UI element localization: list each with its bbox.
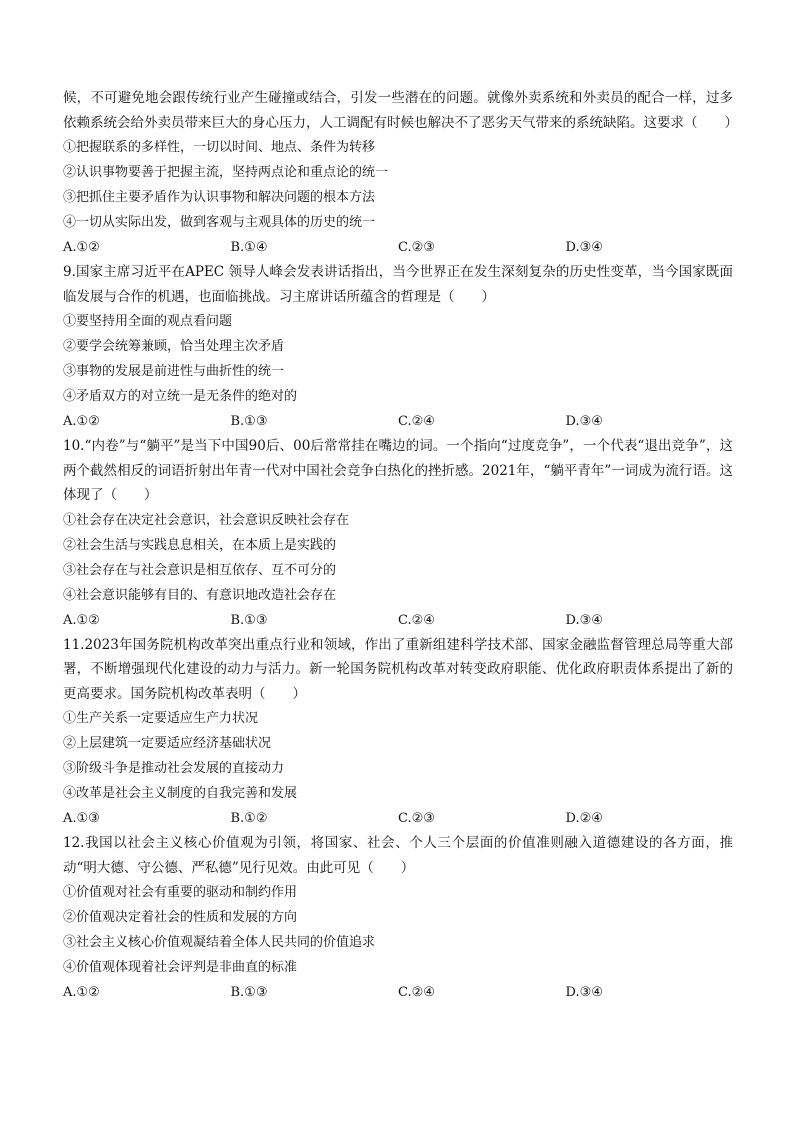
question-10-options — [63, 608, 733, 633]
question-10-statement-3: ③社会存在与社会意识是相互依存、互不可分的 — [63, 562, 337, 578]
question-12-option-b[interactable]: B.①③ — [230, 985, 268, 1000]
question-8-statement-1: ①把握联系的多样性，一切以时间、地点、条件为转移 — [63, 140, 376, 155]
question-11-stem: 11.2023年国务院机构改革突出重点行业和领域，作出了重新组建科学技术部、国家金融监督管理总局等重大部署，不断增强现代化建设的动力与活力。新一轮国务院机构改革对转变政府职能、优化政府职责体系提出了新的更高要求。国务院机构改革表明（ ） — [63, 636, 733, 702]
question-11-option-a[interactable]: A.①③ — [63, 811, 100, 826]
question-9-options — [63, 409, 733, 434]
question-11-options — [63, 806, 733, 831]
question-9-option-d[interactable]: D.③④ — [565, 414, 603, 429]
question-10-statement-1: ①社会存在决定社会意识，社会意识反映社会存在 — [63, 512, 350, 528]
question-8-option-b[interactable]: B.①④ — [230, 240, 268, 255]
question-10-option-c[interactable]: C.②④ — [398, 612, 435, 628]
question-12 — [63, 831, 733, 1005]
question-9-stem: 9.国家主席习近平在APEC 领导人峰会发表讲话指出，当今世界正在发生深刻复杂的历史性变革，当今国家既面临发展与合作的机遇，也面临挑战。习主席讲话所蕴含的哲理是（ ） — [63, 264, 733, 305]
question-8-option-d[interactable]: D.③④ — [565, 240, 603, 255]
question-10-option-b[interactable]: B.①③ — [230, 612, 268, 628]
question-8-stem: 候，不可避免地会跟传统行业产生碰撞或结合，引发一些潜在的问题。就像外卖系统和外卖员的配合一样，过多依赖系统会给外卖员带来巨大的身心压力，人工调配有时候也解决不了恶劣天气带来的系统缺陷。这要求（ ） — [63, 90, 738, 131]
question-11 — [63, 633, 733, 832]
question-8 — [63, 86, 738, 260]
question-8-option-a[interactable]: A.①② — [63, 240, 100, 255]
question-11-statement-1: ①生产关系一定要适应生产力状况 — [63, 711, 259, 726]
question-9-option-b[interactable]: B.①③ — [230, 414, 268, 429]
question-10-stem: 10.“内卷”与“躺平”是当下中国90后、00后常常挂在嘴边的词。一个指向“过度竞争”，一个代表“退出竞争”，这两个截然相反的词语折射出年青一代对中国社会竞争白热化的挫折感。2021年，“躺平青年”一词成为流行语。这体现了（ ） — [63, 438, 733, 503]
question-8-statement-2: ②认识事物要善于把握主流，坚持两点论和重点论的统一 — [63, 165, 389, 180]
question-11-option-d[interactable]: D.②④ — [565, 811, 603, 826]
question-11-statement-3: ③阶级斗争是推动社会发展的直接动力 — [63, 761, 285, 776]
question-8-options — [63, 235, 733, 260]
question-10 — [63, 434, 733, 633]
question-11-option-b[interactable]: B.①② — [230, 811, 268, 826]
question-11-statement-2: ②上层建筑一定要适应经济基础状况 — [63, 736, 272, 751]
question-10-statement-4: ④社会意识能够有目的、有意识地改造社会存在 — [63, 587, 337, 603]
question-11-option-c[interactable]: C.②③ — [398, 811, 435, 826]
question-9-option-c[interactable]: C.②④ — [398, 414, 435, 429]
question-12-stem: 12.我国以社会主义核心价值观为引领，将国家、社会、个人三个层面的价值准则融入道德建设的各方面，推动“明大德、守公德、严私德”见行见效。由此可见（ ） — [63, 835, 733, 876]
question-9-statement-4: ④矛盾双方的对立统一是无条件的绝对的 — [63, 389, 298, 404]
exam-page — [63, 86, 738, 1005]
question-8-statement-3: ③把抓住主要矛盾作为认识事物和解决问题的根本方法 — [63, 190, 376, 205]
question-10-statement-2: ②社会生活与实践息息相关，在本质上是实践的 — [63, 537, 337, 553]
question-8-option-c[interactable]: C.②③ — [398, 240, 435, 255]
question-12-statement-4: ④价值观体现着社会评判是非曲直的标准 — [63, 960, 298, 975]
question-11-statement-4: ④改革是社会主义制度的自我完善和发展 — [63, 786, 298, 801]
question-10-option-d[interactable]: D.③④ — [565, 612, 603, 628]
question-12-option-c[interactable]: C.②④ — [398, 985, 435, 1000]
question-12-statement-1: ①价值观对社会有重要的驱动和制约作用 — [63, 885, 298, 900]
question-12-option-a[interactable]: A.①② — [63, 985, 100, 1000]
question-12-statement-2: ②价值观决定着社会的性质和发展的方向 — [63, 910, 298, 925]
question-8-statement-4: ④一切从实际出发，做到客观与主观具体的历史的统一 — [63, 215, 376, 230]
question-9-statement-1: ①要坚持用全面的观点看问题 — [63, 314, 233, 329]
question-9-option-a[interactable]: A.①② — [63, 414, 100, 429]
question-12-option-d[interactable]: D.③④ — [565, 985, 603, 1000]
question-12-options — [63, 980, 733, 1005]
question-9-statement-2: ②要学会统筹兼顾，恰当处理主次矛盾 — [63, 339, 285, 354]
question-12-statement-3: ③社会主义核心价值观凝结着全体人民共同的价值追求 — [63, 935, 376, 950]
question-9-statement-3: ③事物的发展是前进性与曲折性的统一 — [63, 364, 285, 379]
question-9 — [63, 260, 733, 434]
question-10-option-a[interactable]: A.①② — [63, 612, 100, 628]
